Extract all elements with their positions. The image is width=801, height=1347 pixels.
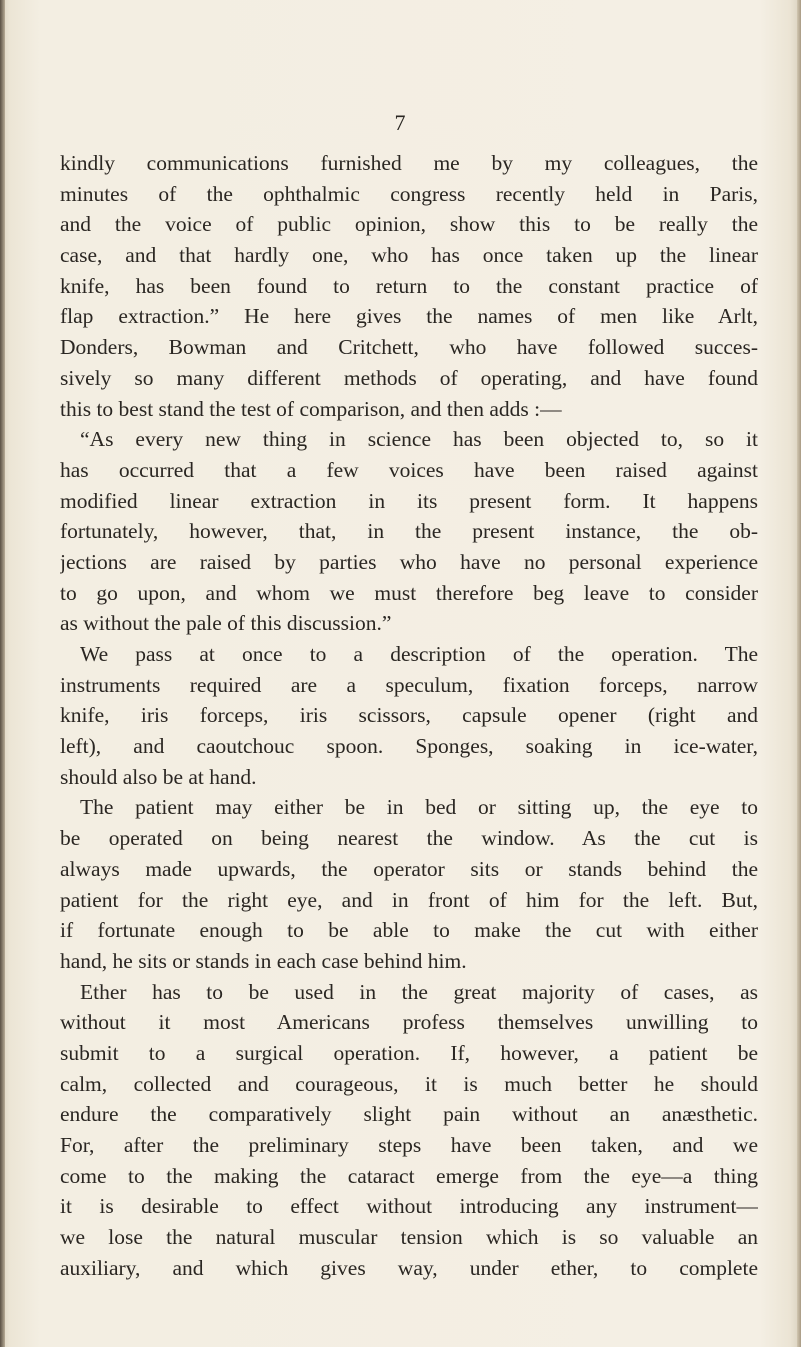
text-line: has occurred that a few voices have been raised against bbox=[60, 457, 758, 482]
text-line: minutes of the ophthalmic congress recently held in Paris, bbox=[60, 181, 758, 206]
text-line: case, and that hardly one, who has once taken up the linear bbox=[60, 243, 758, 268]
text-line: fortunately, however, that, in the present instance, the ob- bbox=[60, 519, 758, 544]
text-line: For, after the preliminary steps have been taken, and we bbox=[60, 1133, 758, 1157]
text-line: to go upon, and whom we must therefore beg leave to consider bbox=[60, 580, 758, 605]
text-line: calm, collected and courageous, it is much better he should bbox=[60, 1071, 758, 1096]
text-line: “As every new thing in science has been objected to, so it bbox=[80, 427, 758, 452]
text-line: be operated on being nearest the window. As the cut is bbox=[60, 826, 758, 851]
text-line: always made upwards, the operator sits or stands behind the bbox=[60, 856, 758, 881]
page-number: 7 bbox=[394, 110, 407, 135]
text-line: patient for the right eye, and in front of him for the left. But, bbox=[60, 887, 758, 912]
text-line: modified linear extraction in its present form. It happens bbox=[60, 488, 758, 513]
text-line: as without the pale of this discussion.” bbox=[60, 611, 392, 636]
text-line: and the voice of public opinion, show this to be really the bbox=[60, 212, 758, 237]
text-line: left), and caoutchouc spoon. Sponges, soaking in ice-water, bbox=[60, 734, 758, 759]
text-line: jections are raised by parties who have no personal experience bbox=[60, 549, 758, 574]
text-line: flap extraction.” He here gives the names of men like Arlt, bbox=[60, 304, 758, 329]
text-line: it is desirable to effect without introducing any instrument— bbox=[60, 1194, 758, 1219]
text-line: knife, iris forceps, iris scissors, capsule opener (right and bbox=[60, 703, 758, 728]
text-line: Ether has to be used in the great majority of cases, as bbox=[80, 979, 758, 1004]
text-line: hand, he sits or stands in each case behind him. bbox=[60, 948, 467, 973]
body-text bbox=[60, 148, 758, 1283]
text-line: sively so many different methods of operating, and have found bbox=[60, 365, 758, 390]
text-line: kindly communications furnished me by my colleagues, the bbox=[60, 151, 758, 175]
text-line: we lose the natural muscular tension which is so valuable an bbox=[60, 1225, 758, 1250]
text-line: if fortunate enough to be able to make the cut with either bbox=[60, 918, 758, 943]
text-line: The patient may either be in bed or sitting up, the eye to bbox=[80, 795, 758, 820]
text-line: submit to a surgical operation. If, however, a patient be bbox=[60, 1040, 758, 1065]
text-line: should also be at hand. bbox=[60, 764, 257, 789]
text-line: knife, has been found to return to the constant practice of bbox=[60, 273, 758, 298]
text-line: We pass at once to a description of the operation. The bbox=[80, 642, 758, 666]
text-line: auxiliary, and which gives way, under ether, to complete bbox=[60, 1255, 758, 1280]
text-line: endure the comparatively slight pain without an anæsthetic. bbox=[60, 1102, 758, 1127]
text-line: Donders, Bowman and Critchett, who have followed succes- bbox=[60, 335, 758, 360]
page-left-edge bbox=[0, 0, 5, 1347]
text-line: this to best stand the test of comparison, and then adds :— bbox=[60, 396, 562, 421]
text-line: come to the making the cataract emerge from the eye—a thing bbox=[60, 1163, 758, 1188]
page-right-edge bbox=[797, 0, 801, 1347]
text-line: instruments required are a speculum, fixation forceps, narrow bbox=[60, 672, 758, 697]
text-line: without it most Americans profess themselves unwilling to bbox=[60, 1010, 758, 1035]
